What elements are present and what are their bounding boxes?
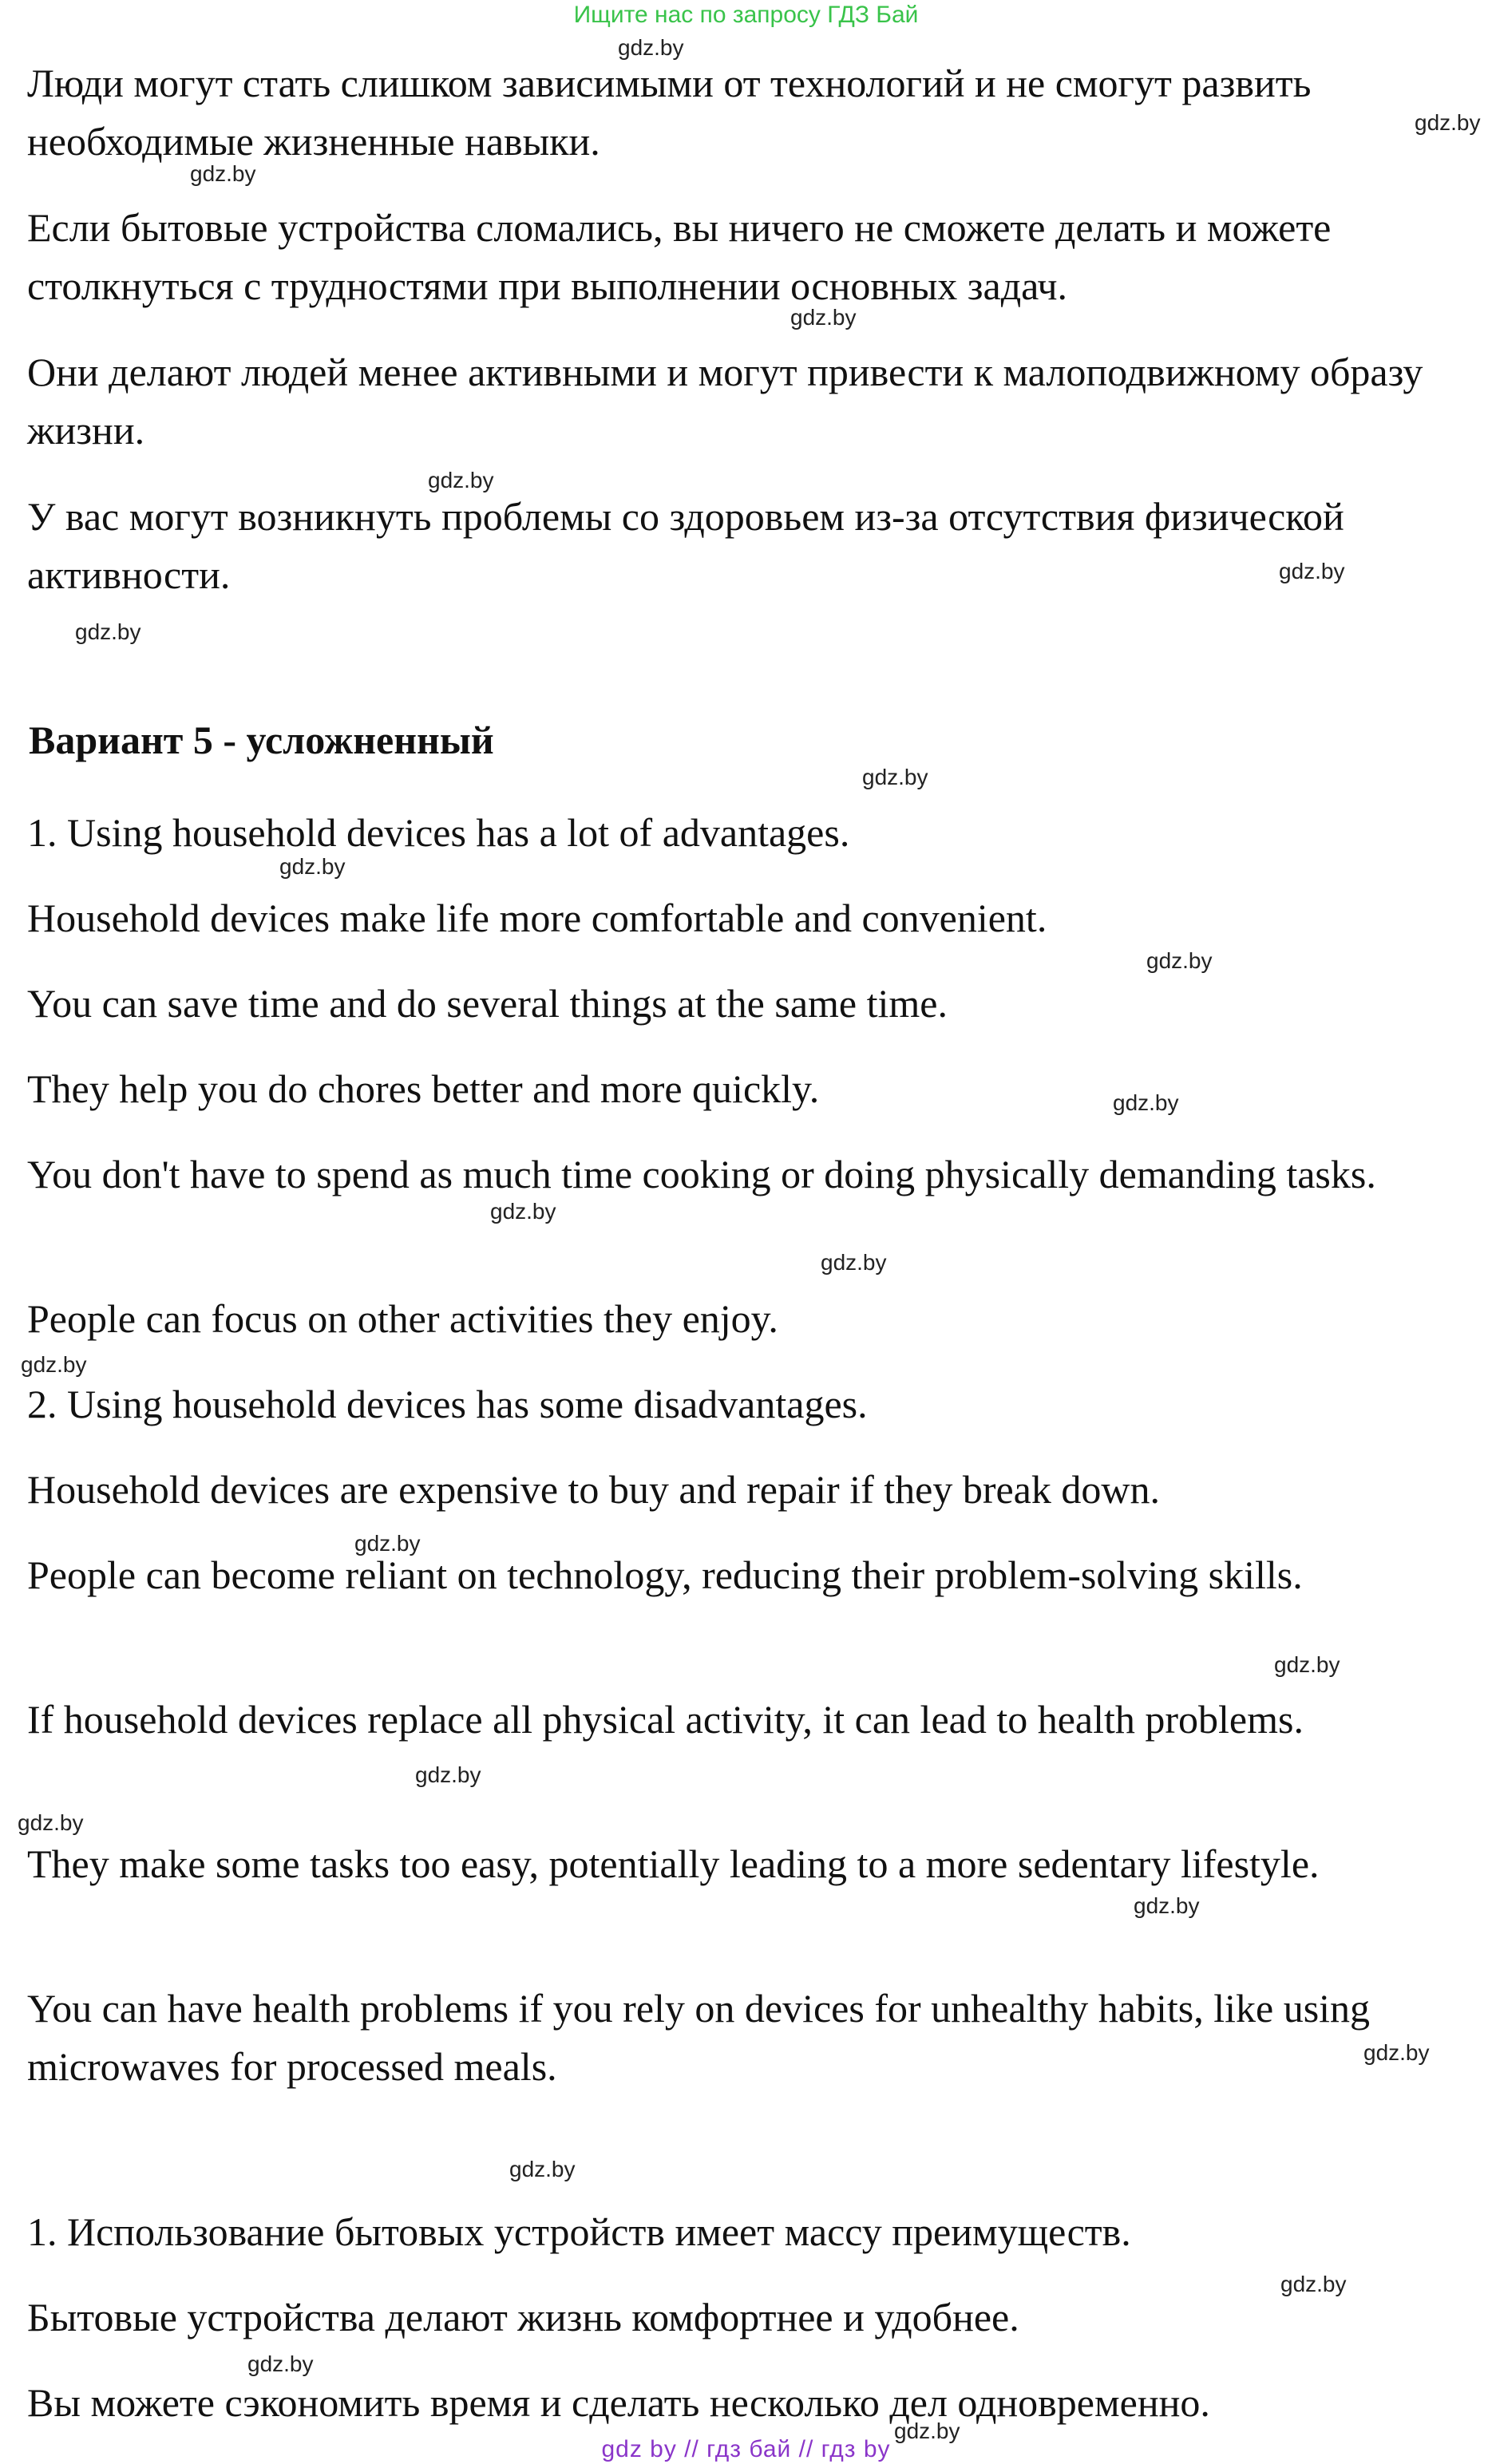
watermark: gdz.by <box>247 2351 314 2376</box>
ru-advantage-1: 1. Использование бытовых устройств имеет массу преимуществ. <box>27 2209 1131 2254</box>
ru-disadvantage-1: Люди могут стать слишком зависимыми от технологий и не смогут развить необходимые жизненные навыки. <box>27 61 1312 164</box>
en-disadvantage-3: People can become reliant on technology, reducing their problem-solving skills. <box>27 1552 1303 1597</box>
ru-advantage-2: Бытовые устройства делают жизнь комфортнее и удобнее. <box>27 2295 1019 2339</box>
watermark: gdz.by <box>1146 948 1213 973</box>
watermark: gdz.by <box>190 161 256 186</box>
watermark: gdz.by <box>1134 1893 1200 1918</box>
watermark: gdz.by <box>415 1762 481 1787</box>
ru-disadvantage-2: Если бытовые устройства сломались, вы ничего не сможете делать и можете столкнуться с трудностями при выполнении основных задач. <box>27 205 1332 308</box>
watermark: gdz.by <box>618 35 684 60</box>
en-disadvantage-4: If household devices replace all physical activity, it can lead to health problems. <box>27 1697 1304 1742</box>
en-advantage-5: You don't have to spend as much time cooking or doing physically demanding tasks. <box>27 1152 1376 1196</box>
en-disadvantage-1: 2. Using household devices has some disadvantages. <box>27 1382 868 1426</box>
ru-disadvantage-4: У вас могут возникнуть проблемы со здоровьем из-за отсутствия физической активности. <box>27 494 1344 597</box>
watermark: gdz.by <box>428 468 494 492</box>
watermark: gdz.by <box>1415 110 1481 135</box>
watermark: gdz.by <box>1280 2272 1347 2296</box>
watermark: gdz.by <box>1363 2040 1430 2065</box>
watermark: gdz.by <box>354 1531 421 1556</box>
watermark: gdz.by <box>279 854 346 879</box>
watermark: gdz.by <box>862 765 928 789</box>
en-disadvantage-2: Household devices are expensive to buy and repair if they break down. <box>27 1467 1160 1512</box>
ru-advantage-3: Вы можете сэкономить время и сделать несколько дел одновременно. <box>27 2380 1210 2425</box>
watermark: gdz.by <box>894 2419 960 2443</box>
watermark: gdz.by <box>490 1199 556 1224</box>
en-advantage-1: 1. Using household devices has a lot of advantages. <box>27 810 850 855</box>
watermark: gdz.by <box>509 2157 576 2181</box>
watermark: gdz.by <box>1113 1090 1179 1115</box>
watermark: gdz.by <box>18 1810 84 1835</box>
en-advantage-4: They help you do chores better and more quickly. <box>27 1066 820 1111</box>
header-search-link[interactable]: Ищите нас по запросу ГДЗ Бай <box>573 2 919 28</box>
watermark: gdz.by <box>21 1352 87 1377</box>
en-advantage-3: You can save time and do several things at the same time. <box>27 981 948 1026</box>
watermark: gdz.by <box>821 1250 887 1275</box>
footer-links[interactable]: gdz by // гдз бай // гдз by <box>601 2436 891 2462</box>
watermark: gdz.by <box>75 619 141 644</box>
watermark: gdz.by <box>790 305 857 330</box>
watermark: gdz.by <box>1274 1652 1340 1677</box>
en-disadvantage-5: They make some tasks too easy, potentially leading to a more sedentary lifestyle. <box>27 1841 1320 1886</box>
en-advantage-6: People can focus on other activities they enjoy. <box>27 1296 778 1341</box>
variant-heading: Вариант 5 - усложненный <box>29 718 494 762</box>
ru-disadvantage-3: Они делают людей менее активными и могут привести к малоподвижному образу жизни. <box>27 350 1423 453</box>
watermark: gdz.by <box>1279 559 1345 583</box>
en-advantage-2: Household devices make life more comfortable and convenient. <box>27 896 1047 940</box>
en-disadvantage-6: You can have health problems if you rely on devices for unhealthy habits, like using microwaves for processed meals. <box>27 1986 1371 2089</box>
